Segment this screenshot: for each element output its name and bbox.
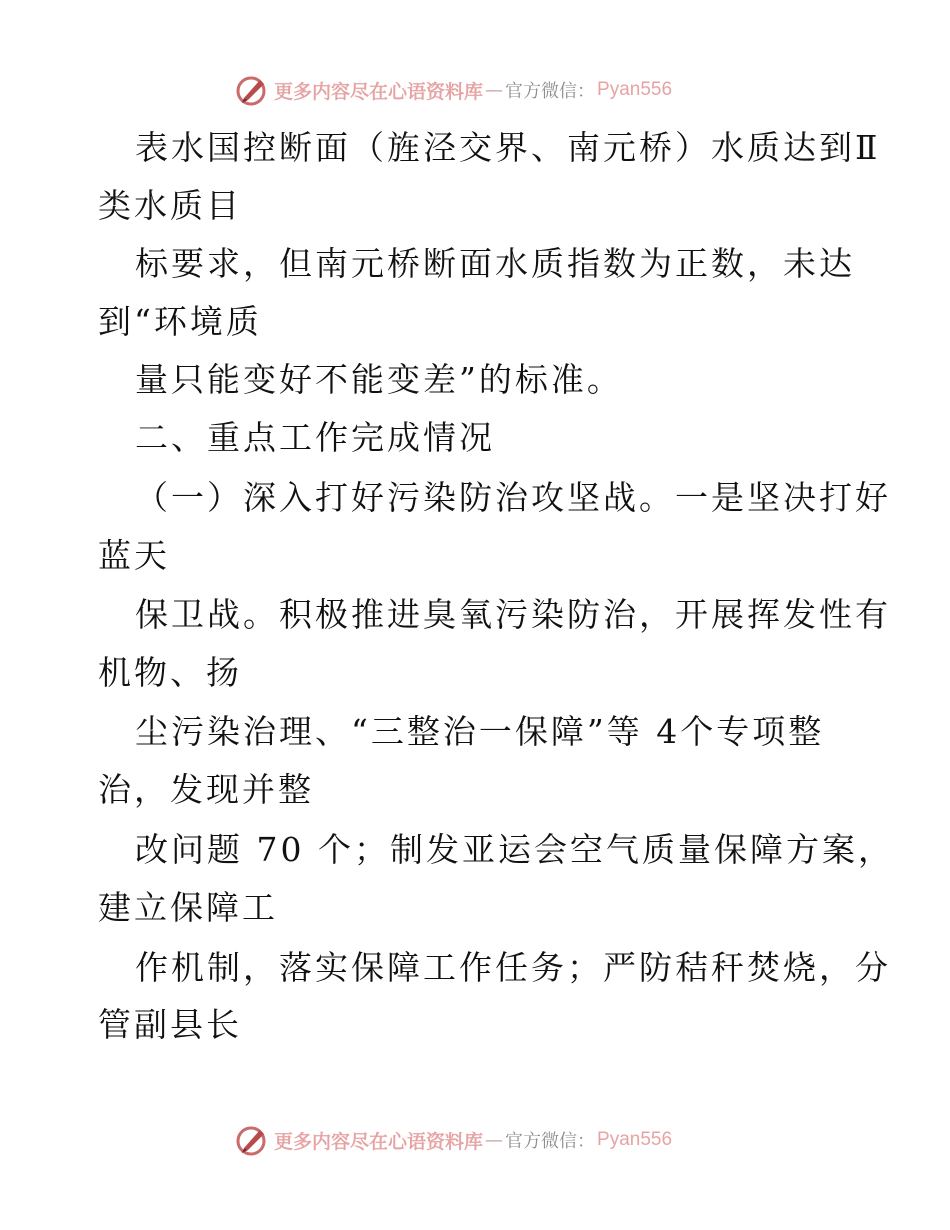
text-line: 尘污染治理、“三整治一保障”等 4个专项整 <box>135 712 825 751</box>
text-line: 蓝天 <box>98 536 170 575</box>
pen-logo-icon <box>234 1122 270 1158</box>
text-line: 机物、扬 <box>98 653 242 692</box>
watermark-dash: — <box>485 1129 504 1151</box>
watermark-label: 官方微信： <box>505 1131 596 1152</box>
text-line: 保卫战。积极推进臭氧污染防治，开展挥发性有 <box>135 595 891 634</box>
text-line: 表水国控断面（旌泾交界、南元桥）水质达到Ⅱ <box>135 128 881 167</box>
text-line: 标要求，但南元桥断面水质指数为正数，未达 <box>135 244 855 283</box>
text-line: 管副县长 <box>98 1005 242 1044</box>
watermark-dash: — <box>485 79 504 101</box>
watermark-label: 官方微信： <box>505 81 596 102</box>
watermark-account: Pyan556 <box>597 1129 673 1150</box>
text-line: 建立保障工 <box>98 888 278 927</box>
pen-logo-icon <box>234 72 270 108</box>
watermark-brand: 更多内容尽在心语资料库 <box>274 80 484 103</box>
header-watermark <box>234 70 672 110</box>
watermark-brand: 更多内容尽在心语资料库 <box>274 1130 484 1153</box>
text-line: 类水质目 <box>98 186 242 225</box>
text-line: 作机制，落实保障工作任务；严防秸秆焚烧，分 <box>135 948 891 987</box>
text-line: 改问题 70 个；制发亚运会空气质量保障方案， <box>135 830 894 869</box>
watermark-account: Pyan556 <box>597 79 673 100</box>
footer-watermark <box>234 1120 672 1160</box>
text-line: 治，发现并整 <box>98 770 314 809</box>
text-line: 到“环境质 <box>98 302 262 341</box>
section-heading: 二、重点工作完成情况 <box>135 418 495 457</box>
text-line: 量只能变好不能变差”的标准。 <box>135 360 623 399</box>
text-line: （一）深入打好污染防治攻坚战。一是坚决打好 <box>135 478 891 517</box>
